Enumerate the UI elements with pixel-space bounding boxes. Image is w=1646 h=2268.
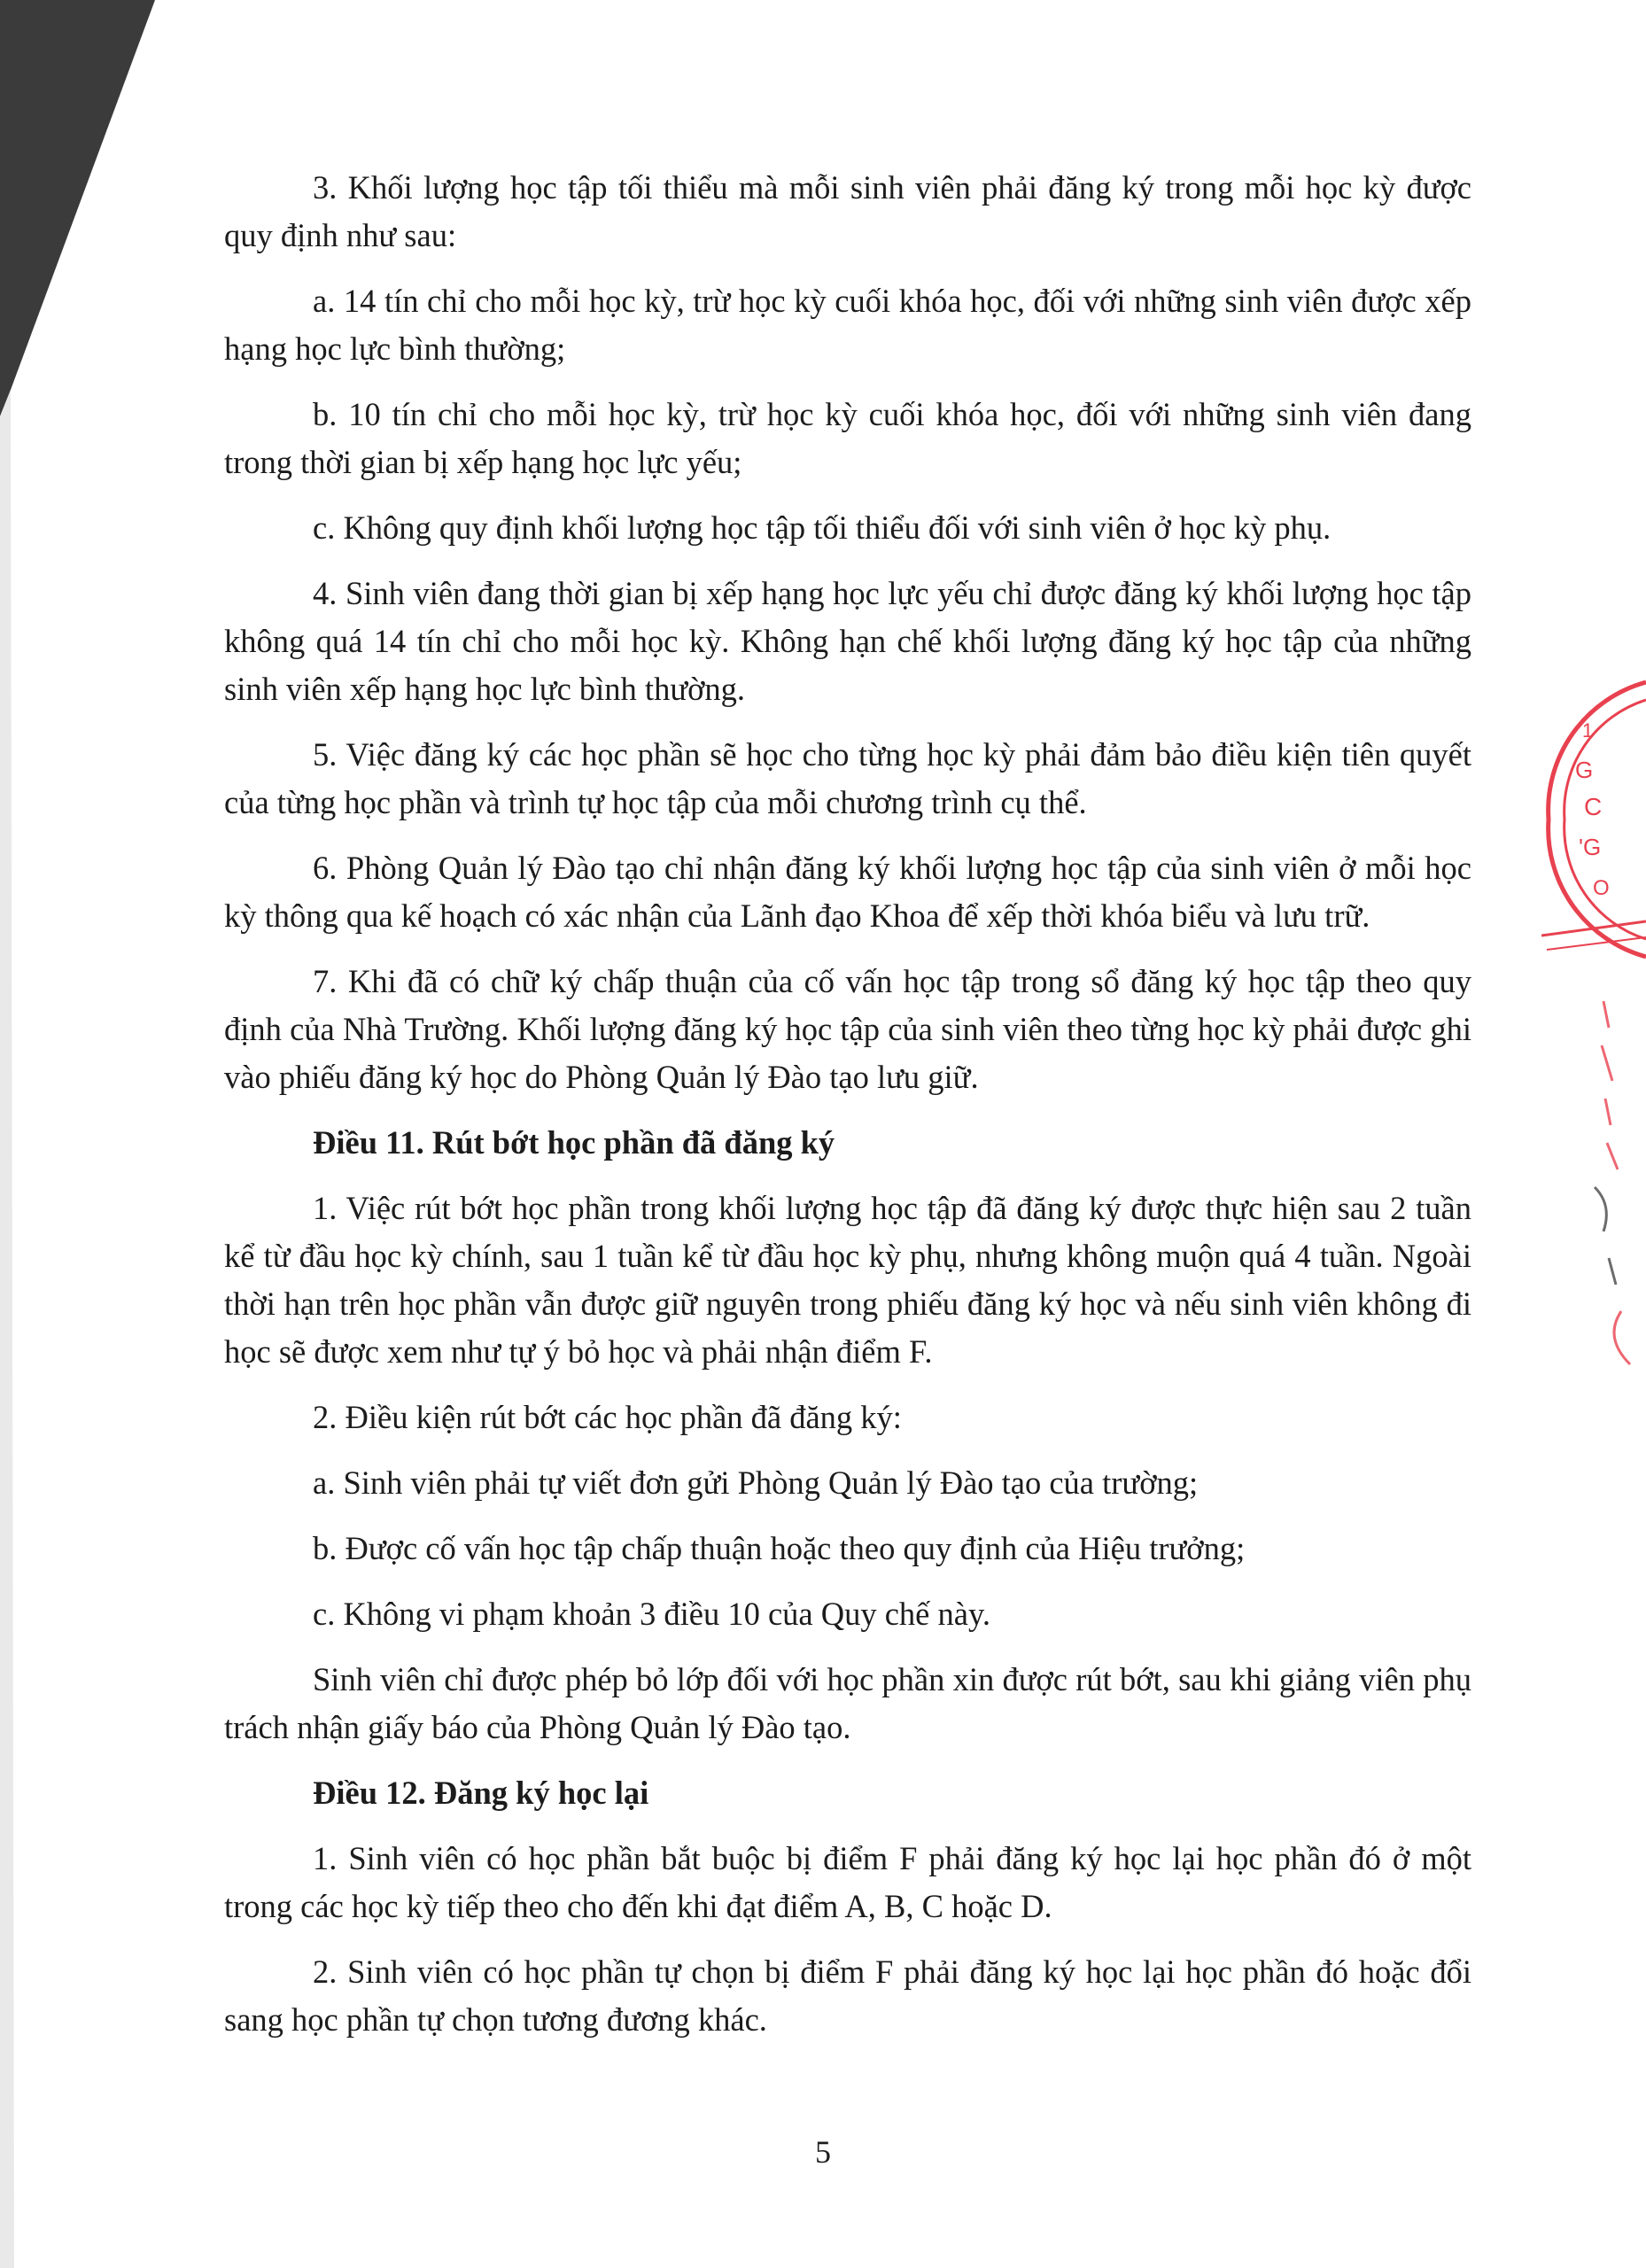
paragraph-3: 3. Khối lượng học tập tối thiểu mà mỗi sinh viên phải đăng ký trong mỗi học kỳ được quy định như sau: — [224, 169, 1471, 253]
paragraph-11-2c: c. Không vi phạm khoản 3 điều 10 của Quy chế này. — [313, 1596, 990, 1632]
page-number: 5 — [815, 2134, 831, 2170]
paragraph-12-1: 1. Sinh viên có học phần bắt buộc bị điểm F phải đăng ký học lại học phần đó ở một trong các học kỳ tiếp theo cho đến khi đạt điểm A, B, C hoặc D. — [224, 1840, 1471, 1924]
paragraph-5: 5. Việc đăng ký các học phần sẽ học cho từng học kỳ phải đảm bảo điều kiện tiên quyết của từng học phần và trình tự học tập của mỗi chương trình cụ thể. — [224, 736, 1471, 820]
svg-text:O: O — [1593, 876, 1610, 900]
paragraph-6: 6. Phòng Quản lý Đào tạo chỉ nhận đăng ký khối lượng học tập của sinh viên ở mỗi học kỳ thông qua kế hoạch có xác nhận của Lãnh đạo Khoa để xếp thời khóa biểu và lưu trữ. — [224, 850, 1471, 934]
paragraph-11-3: Sinh viên chỉ được phép bỏ lớp đối với học phần xin được rút bớt, sau khi giảng viên phụ trách nhận giấy báo của Phòng Quản lý Đào tạo. — [224, 1661, 1471, 1745]
paragraph-3c: c. Không quy định khối lượng học tập tối thiểu đối với sinh viên ở học kỳ phụ. — [313, 509, 1332, 546]
paragraph-11-2a: a. Sinh viên phải tự viết đơn gửi Phòng Quản lý Đào tạo của trường; — [313, 1464, 1199, 1501]
svg-text:G: G — [1575, 757, 1594, 783]
paragraph-11-2b: b. Được cố vấn học tập chấp thuận hoặc theo quy định của Hiệu trưởng; — [313, 1530, 1246, 1566]
paragraph-7: 7. Khi đã có chữ ký chấp thuận của cố vấn học tập trong sổ đăng ký học tập theo quy định của Nhà Trường. Khối lượng đăng ký học tập của sinh viên theo từng học kỳ phải được ghi vào phiếu đăng ký học do Phòng Quản lý Đào tạo lưu giữ. — [224, 963, 1471, 1095]
document-body — [224, 164, 1471, 2062]
svg-text:1: 1 — [1582, 719, 1594, 742]
paragraph-3b: b. 10 tín chỉ cho mỗi học kỳ, trừ học kỳ cuối khóa học, đối với những sinh viên đang trong thời gian bị xếp hạng học lực yếu; — [224, 396, 1471, 480]
paragraph-12-2: 2. Sinh viên có học phần tự chọn bị điểm F phải đăng ký học lại học phần đó hoặc đổi sang học phần tự chọn tương đương khác. — [224, 1953, 1471, 2038]
paragraph-3a: a. 14 tín chỉ cho mỗi học kỳ, trừ học kỳ cuối khóa học, đối với những sinh viên được xếp hạng học lực bình thường; — [224, 283, 1471, 367]
red-seal-stamp — [1541, 673, 1646, 966]
scan-edge-shadow — [0, 0, 177, 2268]
article-11-heading: Điều 11. Rút bớt học phần đã đăng ký — [313, 1124, 835, 1161]
svg-text:'G: 'G — [1579, 834, 1602, 860]
paragraph-11-1: 1. Việc rút bớt học phần trong khối lượng học tập đã đăng ký được thực hiện sau 2 tuần kể từ đầu học kỳ chính, sau 1 tuần kể từ đầu học kỳ phụ, nhưng không muộn quá 4 tuần. Ngoài thời hạn trên học phần vẫn được giữ nguyên trong phiếu đăng ký học và nếu sinh viên không đi học sẽ được xem như tự ý bỏ học và phải nhận điểm F. — [224, 1190, 1471, 1370]
svg-text:C: C — [1584, 793, 1603, 820]
paragraph-4: 4. Sinh viên đang thời gian bị xếp hạng học lực yếu chỉ được đăng ký khối lượng học tập không quá 14 tín chỉ cho mỗi học kỳ. Không hạn chế khối lượng đăng ký học tập của những sinh viên xếp hạng học lực bình thường. — [224, 575, 1471, 707]
article-12-heading: Điều 12. Đăng ký học lại — [313, 1775, 649, 1811]
signature-marks — [1586, 992, 1646, 1382]
paragraph-11-2: 2. Điều kiện rút bớt các học phần đã đăng ký: — [313, 1399, 902, 1435]
